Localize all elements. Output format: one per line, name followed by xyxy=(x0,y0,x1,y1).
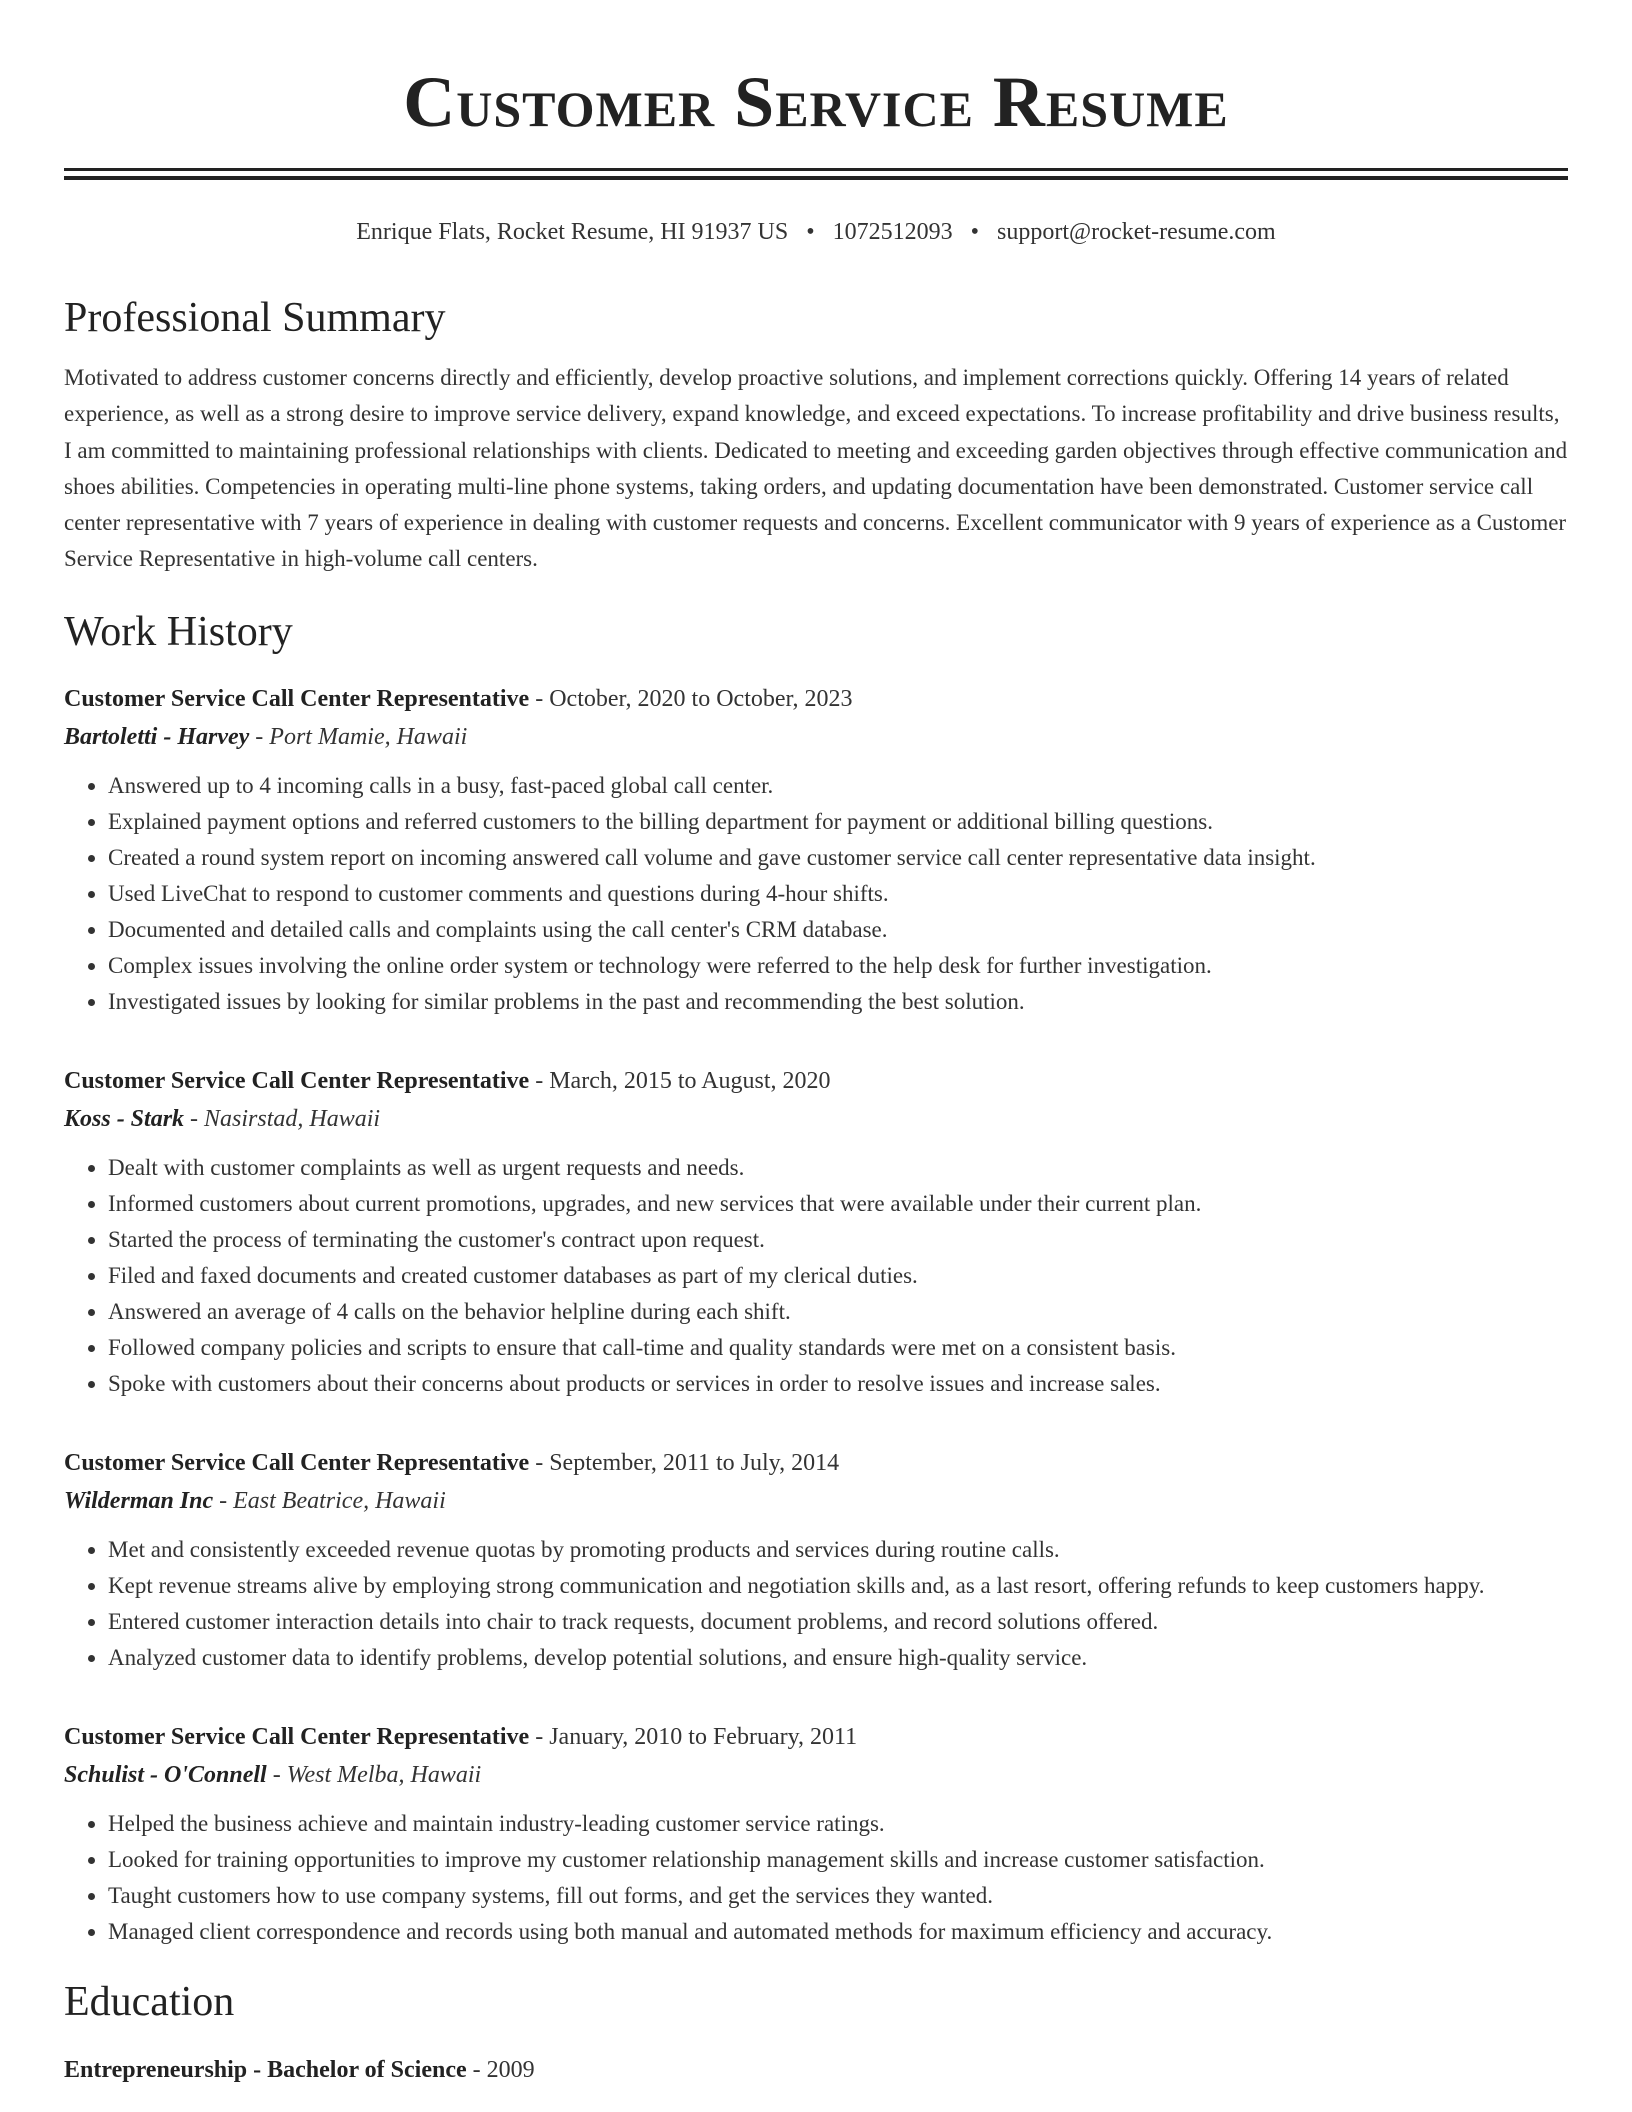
job-location: - West Melba, Hawaii xyxy=(266,1761,482,1788)
job-bullet: • Kept revenue streams alive by employing strong communication and negotiation skills and, as a last resort, offering refunds to keep customers happy. xyxy=(108,1568,1568,1604)
job-bullet: • Taught customers how to use company systems, fill out forms, and get the services they wanted. xyxy=(108,1878,1568,1914)
summary-heading: Professional Summary xyxy=(64,295,446,341)
contact-email: support@rocket-resume.com xyxy=(997,219,1276,245)
job-bullet: • Helped the business achieve and maintain industry-leading customer service ratings. xyxy=(108,1806,1568,1842)
job-company: Schulist - O'Connell xyxy=(64,1761,267,1788)
job-bullet: • Looked for training opportunities to improve my customer relationship management skills and increase customer satisfaction. xyxy=(108,1842,1568,1878)
job-bullets xyxy=(64,1806,1568,1950)
job-entry xyxy=(64,680,1568,1020)
contact-info xyxy=(64,216,1568,248)
job-dates: - March, 2015 to August, 2020 xyxy=(529,1067,831,1094)
job-title-line xyxy=(64,1444,1568,1482)
job-bullet: • Analyzed customer data to identify problems, develop potential solutions, and ensure high-quality service. xyxy=(108,1640,1568,1676)
job-company: Wilderman Inc xyxy=(64,1487,214,1514)
job-dates: - September, 2011 to July, 2014 xyxy=(529,1449,840,1476)
job-bullet: • Met and consistently exceeded revenue quotas by promoting products and services during routine calls. xyxy=(108,1532,1568,1568)
job-company-line xyxy=(64,1100,1568,1138)
job-company-line xyxy=(64,1482,1568,1520)
job-dates: - January, 2010 to February, 2011 xyxy=(529,1723,858,1750)
job-entry xyxy=(64,1062,1568,1402)
job-company-line xyxy=(64,718,1568,756)
job-bullet: • Documented and detailed calls and complaints using the call center's CRM database. xyxy=(108,912,1568,948)
education-heading: Education xyxy=(64,1978,235,2025)
job-title-line xyxy=(64,1718,1568,1756)
job-title: Customer Service Call Center Representative xyxy=(64,685,530,712)
job-location: - Port Mamie, Hawaii xyxy=(249,723,468,750)
job-bullet: • Created a round system report on incoming answered call volume and gave customer service call center representative data insight. xyxy=(108,840,1568,876)
document-title: Customer Service Resume xyxy=(403,62,1229,142)
job-entry xyxy=(64,1718,1568,1950)
job-title: Customer Service Call Center Representative xyxy=(64,1723,530,1750)
job-bullet: • Spoke with customers about their concerns about products or services in order to resolve issues and increase sales. xyxy=(108,1366,1568,1402)
job-location: - Nasirstad, Hawaii xyxy=(184,1105,381,1132)
job-bullet: • Investigated issues by looking for similar problems in the past and recommending the best solution. xyxy=(108,984,1568,1020)
job-dates: - October, 2020 to October, 2023 xyxy=(529,685,853,712)
job-bullet: • Used LiveChat to respond to customer comments and questions during 4-hour shifts. xyxy=(108,876,1568,912)
job-bullets xyxy=(64,1150,1568,1402)
job-company-line xyxy=(64,1756,1568,1794)
contact-separator: • xyxy=(970,219,980,245)
job-bullet: • Entered customer interaction details into chair to track requests, document problems, and record solutions offered. xyxy=(108,1604,1568,1640)
job-bullet: • Answered an average of 4 calls on the behavior helpline during each shift. xyxy=(108,1294,1568,1330)
job-bullet: • Complex issues involving the online order system or technology were referred to the help desk for further investigation. xyxy=(108,948,1568,984)
contact-separator: • xyxy=(806,219,815,245)
summary-text: Motivated to address customer concerns directly and efficiently, develop proactive solutions, and implement corrections quickly. Offering 14 years of related experience, as well as a strong desire to improve service delivery, expand knowledge, and exceed expectations. To increase profitability and drive business results, I am committed to maintaining professional relationships with clients. Dedicated to meeting and exceeding garden objectives through effective communication and shoes abilities. Competencies in operating multi-line phone systems, taking orders, and updating documentation have been demonstrated. Customer service call center representative with 7 years of experience in dealing with customer requests and concerns. Excellent communicator with 9 years of experience as a Customer Service Representative in high-volume call centers. xyxy=(64,365,1568,572)
resume-page xyxy=(64,0,1568,2088)
job-title: Customer Service Call Center Representative xyxy=(64,1067,530,1094)
job-bullet: • Dealt with customer complaints as well as urgent requests and needs. xyxy=(108,1150,1568,1186)
education-year: - 2009 xyxy=(466,2056,535,2083)
job-bullets xyxy=(64,768,1568,1020)
job-company: Koss - Stark xyxy=(64,1105,185,1132)
job-bullet: • Explained payment options and referred customers to the billing department for payment or additional billing questions. xyxy=(108,804,1568,840)
job-bullet: • Answered up to 4 incoming calls in a busy, fast-paced global call center. xyxy=(108,768,1568,804)
job-title: Customer Service Call Center Representative xyxy=(64,1449,530,1476)
job-bullet: • Followed company policies and scripts to ensure that call-time and quality standards were met on a consistent basis. xyxy=(108,1330,1568,1366)
job-entry xyxy=(64,1444,1568,1676)
job-bullet: • Informed customers about current promotions, upgrades, and new services that were available under their current plan. xyxy=(108,1186,1568,1222)
job-title-line xyxy=(64,1062,1568,1100)
title-divider-bottom xyxy=(64,176,1568,180)
contact-address: Enrique Flats, Rocket Resume, HI 91937 US xyxy=(356,219,789,245)
job-bullets xyxy=(64,1532,1568,1676)
job-bullet: • Managed client correspondence and records using both manual and automated methods for maximum efficiency and accuracy. xyxy=(108,1914,1568,1950)
education-degree: Entrepreneurship - Bachelor of Science xyxy=(64,2056,467,2083)
title-divider-top xyxy=(64,168,1568,171)
job-location: - East Beatrice, Hawaii xyxy=(213,1487,446,1514)
job-title-line xyxy=(64,680,1568,718)
education-entry xyxy=(64,2052,1568,2088)
job-bullet: • Started the process of terminating the customer's contract upon request. xyxy=(108,1222,1568,1258)
contact-phone: 1072512093 xyxy=(832,219,953,245)
job-company: Bartoletti - Harvey xyxy=(64,723,250,750)
job-bullet: • Filed and faxed documents and created customer databases as part of my clerical duties. xyxy=(108,1258,1568,1294)
work-history-heading: Work History xyxy=(64,608,293,655)
